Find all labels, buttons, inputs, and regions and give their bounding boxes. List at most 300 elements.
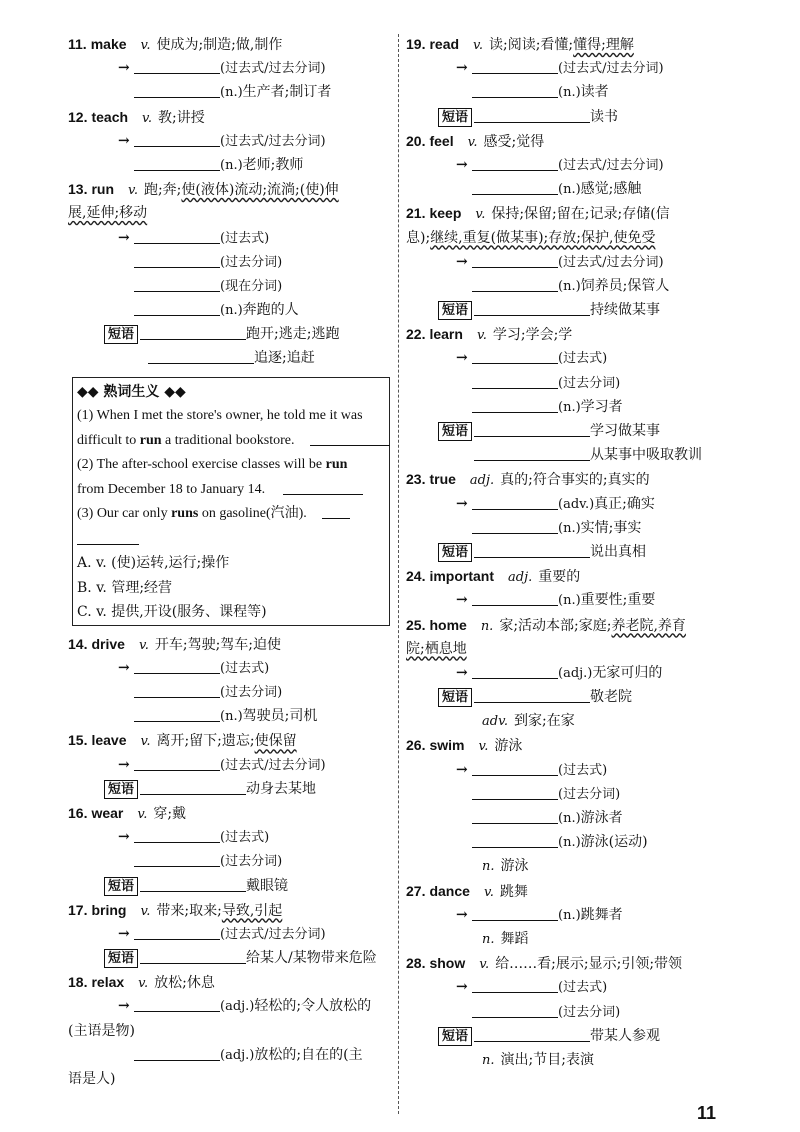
form-hint: (adj.) bbox=[558, 665, 593, 681]
headword: drive bbox=[91, 635, 125, 652]
entry-number: 20. bbox=[406, 132, 426, 149]
definition: 读;阅读;看懂; bbox=[488, 37, 574, 53]
form-hint: (过去分词) bbox=[558, 375, 621, 391]
definition-continued bbox=[406, 226, 736, 250]
phrase-row bbox=[406, 298, 736, 322]
entry-run bbox=[68, 177, 390, 201]
sentence-1-cont bbox=[77, 429, 385, 454]
definition-continued bbox=[68, 201, 390, 225]
definition: 穿;戴 bbox=[153, 805, 187, 822]
blank-row bbox=[406, 250, 736, 274]
blank-row bbox=[68, 1043, 390, 1067]
blank-row bbox=[68, 849, 390, 873]
headword: show bbox=[429, 955, 466, 972]
definition-note: (主语是物) bbox=[68, 1022, 135, 1039]
form-hint: (过去式/过去分词) bbox=[220, 757, 326, 773]
blank-row bbox=[406, 492, 736, 516]
definition: 感觉;感触 bbox=[580, 181, 642, 198]
entry-true bbox=[406, 467, 736, 491]
sentence-1: (1) When I met the store's owner, he told me it was bbox=[77, 408, 363, 424]
sentence-2 bbox=[77, 453, 385, 478]
answer-blank[interactable] bbox=[472, 276, 558, 292]
answer-blank[interactable] bbox=[134, 658, 220, 674]
headword: read bbox=[429, 36, 460, 52]
blank-row bbox=[406, 516, 736, 540]
headword: swim bbox=[429, 737, 465, 754]
part-of-speech: v. bbox=[475, 207, 486, 223]
phrase-row bbox=[68, 322, 390, 346]
option-a: A. v. (使)运转,运行;操作 bbox=[77, 555, 230, 572]
headword: bring bbox=[91, 901, 127, 918]
arrow-icon: → bbox=[456, 592, 468, 609]
phrase-tag: 短语 bbox=[438, 543, 472, 562]
form-hint: (过去分词) bbox=[220, 254, 283, 270]
blank-row bbox=[68, 250, 390, 274]
form-hint: (n.) bbox=[558, 399, 581, 415]
answer-blank[interactable] bbox=[472, 397, 558, 413]
phrase-row bbox=[406, 443, 736, 467]
definition: 学习者 bbox=[580, 398, 623, 415]
phrase-meaning: 学习做某事 bbox=[590, 423, 661, 439]
part-of-speech: v. bbox=[479, 957, 490, 973]
arrow-icon: → bbox=[456, 60, 468, 77]
definition: 开车;驾驶;驾车;迫使 bbox=[154, 636, 282, 653]
sentence-text: (3) Our car only bbox=[77, 506, 172, 522]
answer-blank[interactable] bbox=[148, 348, 254, 364]
answer-blank[interactable] bbox=[472, 494, 558, 510]
answer-blank[interactable] bbox=[472, 518, 558, 534]
answer-blank[interactable] bbox=[134, 300, 220, 316]
definition-continued bbox=[406, 637, 736, 661]
definition: 给……看;展示;显示;引领;带领 bbox=[495, 956, 683, 973]
sentence-text: on gasoline(汽油). bbox=[198, 506, 307, 522]
answer-blank[interactable] bbox=[140, 876, 246, 892]
answer-blank[interactable] bbox=[474, 1026, 590, 1042]
form-hint: (过去式/过去分词) bbox=[558, 254, 664, 270]
definition: 息); bbox=[406, 229, 431, 246]
part-of-speech: v. bbox=[483, 884, 494, 900]
phrase-meaning: 敬老院 bbox=[590, 689, 633, 706]
part-of-speech: v. bbox=[137, 806, 148, 822]
phrase-row bbox=[406, 685, 736, 709]
answer-blank[interactable] bbox=[134, 706, 220, 722]
answer-blank[interactable] bbox=[134, 58, 220, 74]
entry-make bbox=[68, 32, 390, 56]
entry-number: 14. bbox=[68, 635, 88, 652]
right-column bbox=[406, 32, 736, 1072]
blank-row bbox=[68, 56, 390, 80]
definition: 读者 bbox=[580, 84, 609, 101]
arrow-icon: → bbox=[118, 925, 130, 942]
phrase-meaning: 给某人/某物带来危险 bbox=[246, 950, 377, 967]
headword: home bbox=[429, 616, 467, 633]
arrow-icon: → bbox=[118, 829, 130, 846]
entry-read bbox=[406, 32, 736, 56]
definition: 重要的 bbox=[538, 569, 581, 586]
headword: leave bbox=[91, 732, 127, 749]
answer-blank[interactable] bbox=[472, 905, 558, 921]
answer-blank[interactable] bbox=[77, 529, 139, 545]
part-of-speech: v. bbox=[140, 734, 151, 750]
part-of-speech: v. bbox=[142, 110, 152, 126]
definition: 真的;符合事实的;真实的 bbox=[500, 472, 650, 489]
form-hint: (n.) bbox=[558, 278, 581, 294]
answer-blank[interactable] bbox=[474, 107, 590, 123]
entry-number: 13. bbox=[68, 181, 88, 198]
answer-blank[interactable] bbox=[472, 252, 558, 268]
form-hint: (n.) bbox=[220, 709, 243, 725]
form-hint: (过去分词) bbox=[220, 685, 283, 700]
entry-number: 22. bbox=[406, 326, 426, 343]
phrase-row bbox=[68, 874, 390, 898]
definition-underlined: 使保留 bbox=[254, 733, 297, 750]
phrase-meaning: 追逐;追赶 bbox=[254, 350, 315, 367]
part-of-speech: v. bbox=[476, 328, 487, 344]
phrase-row bbox=[68, 346, 390, 370]
arrow-icon: → bbox=[118, 132, 130, 149]
definition: 游泳者 bbox=[580, 810, 623, 826]
answer-blank[interactable] bbox=[474, 445, 590, 461]
phrase-row bbox=[406, 105, 736, 129]
phrase-tag: 短语 bbox=[438, 688, 472, 707]
definition: 到家;在家 bbox=[514, 713, 575, 730]
answer-blank[interactable] bbox=[472, 373, 558, 389]
answer-blank[interactable] bbox=[134, 924, 220, 940]
form-hint: (n.) bbox=[220, 157, 243, 173]
answer-blank[interactable] bbox=[472, 82, 558, 98]
definition: 老师;教师 bbox=[242, 156, 304, 173]
answer-blank[interactable] bbox=[134, 131, 220, 147]
answer-blank[interactable] bbox=[134, 155, 220, 171]
answer-blank[interactable] bbox=[134, 755, 220, 771]
answer-blank[interactable] bbox=[322, 503, 350, 519]
blank-row bbox=[406, 371, 736, 395]
blank-row bbox=[406, 903, 736, 927]
blank-row bbox=[406, 661, 736, 685]
phrase-row bbox=[68, 777, 390, 801]
answer-blank[interactable] bbox=[472, 155, 558, 171]
blank-row bbox=[406, 153, 736, 177]
answer-blank[interactable] bbox=[472, 1002, 558, 1018]
entry-number: 21. bbox=[406, 205, 426, 222]
blank-row bbox=[406, 56, 736, 80]
definition: 跳舞者 bbox=[580, 906, 623, 923]
arrow-icon: → bbox=[118, 998, 130, 1015]
blank-row bbox=[68, 80, 390, 104]
arrow-icon: → bbox=[456, 495, 468, 512]
blank-row bbox=[406, 758, 736, 782]
blank-row bbox=[68, 226, 390, 250]
option-b: B. v. 管理;经营 bbox=[77, 579, 173, 596]
blank-row bbox=[68, 922, 390, 946]
form-hint: (过去分词) bbox=[558, 1004, 621, 1020]
answer-blank[interactable] bbox=[472, 760, 558, 776]
arrow-icon: → bbox=[456, 906, 468, 923]
answer-blank[interactable] bbox=[140, 779, 246, 795]
form-hint: (n.) bbox=[558, 811, 581, 826]
sentence-text: a traditional bookstore. bbox=[161, 432, 295, 448]
definition-underlined: 院;栖息地 bbox=[406, 640, 467, 657]
form-hint: (n.) bbox=[558, 85, 581, 101]
entry-number: 12. bbox=[68, 108, 88, 125]
form-hint: (n.) bbox=[558, 182, 581, 198]
answer-blank[interactable] bbox=[134, 228, 220, 244]
form-hint: (n.) bbox=[558, 593, 581, 609]
entry-number: 15. bbox=[68, 732, 88, 749]
definition-underlined: 导致,引起 bbox=[221, 902, 283, 919]
entry-feel bbox=[406, 129, 736, 153]
answer-blank[interactable] bbox=[134, 252, 220, 268]
form-hint: (过去式/过去分词) bbox=[220, 926, 326, 942]
headword: teach bbox=[91, 108, 129, 125]
answer-blank[interactable] bbox=[474, 421, 590, 437]
blank-row bbox=[68, 994, 390, 1018]
blank-row bbox=[68, 656, 390, 680]
phrase-meaning: 戴眼镜 bbox=[246, 877, 289, 894]
answer-blank[interactable] bbox=[472, 58, 558, 74]
form-hint: (过去式) bbox=[558, 980, 608, 996]
arrow-icon: → bbox=[456, 253, 468, 270]
blank-row bbox=[406, 346, 736, 370]
arrow-icon: → bbox=[118, 659, 130, 676]
definition: 真正;确实 bbox=[594, 495, 655, 512]
definition: 无家可归的 bbox=[592, 664, 663, 681]
answer-blank[interactable] bbox=[474, 300, 590, 316]
form-hint: (n.) bbox=[558, 835, 581, 851]
blank-row bbox=[68, 153, 390, 177]
keyword: run bbox=[139, 432, 162, 448]
definition: 舞蹈 bbox=[500, 930, 529, 947]
phrase-meaning: 读书 bbox=[590, 108, 619, 125]
phrase-meaning: 动身去某地 bbox=[246, 780, 317, 797]
entry-home bbox=[406, 613, 736, 637]
entry-number: 26. bbox=[406, 737, 426, 754]
definition: 跑;奔; bbox=[143, 182, 182, 199]
arrow-icon: → bbox=[118, 60, 130, 77]
headword: learn bbox=[429, 326, 463, 343]
entry-learn bbox=[406, 322, 736, 346]
phrase-meaning: 持续做某事 bbox=[590, 302, 661, 319]
blank-row bbox=[406, 1000, 736, 1024]
form-hint: (n.) bbox=[220, 85, 243, 101]
headword: feel bbox=[429, 132, 454, 149]
entry-drive bbox=[68, 632, 390, 656]
definition-underlined: 继续,重复(做某事);存放;保护,使免受 bbox=[430, 229, 656, 246]
blank-row bbox=[68, 298, 390, 322]
left-column bbox=[68, 32, 390, 1091]
entry-wear bbox=[68, 801, 390, 825]
answer-blank[interactable] bbox=[472, 832, 558, 848]
definition-underlined: 使(液体)流动;流淌;(使)伸 bbox=[181, 182, 339, 199]
answer-blank[interactable] bbox=[134, 827, 220, 843]
blank-row bbox=[406, 588, 736, 612]
definition-underlined: 懂得;理解 bbox=[573, 37, 634, 53]
entry-number: 11. bbox=[68, 36, 87, 52]
arrow-icon: → bbox=[456, 350, 468, 367]
blank-row bbox=[406, 806, 736, 830]
definition: 生产者;制订者 bbox=[242, 84, 332, 101]
phrase-meaning: 跑开;逃走;逃跑 bbox=[246, 326, 340, 343]
answer-blank[interactable] bbox=[474, 542, 590, 558]
phrase-tag: 短语 bbox=[104, 949, 138, 968]
arrow-icon: → bbox=[456, 979, 468, 996]
answer-blank[interactable] bbox=[134, 82, 220, 98]
extra-sense bbox=[406, 854, 736, 878]
answer-blank[interactable] bbox=[472, 784, 558, 800]
answer-blank[interactable] bbox=[283, 479, 363, 495]
blank-row bbox=[406, 782, 736, 806]
blank-row bbox=[68, 129, 390, 153]
form-hint: (过去式) bbox=[220, 230, 270, 246]
sentence-3-blank bbox=[77, 527, 385, 552]
part-of-speech: v. bbox=[138, 637, 149, 653]
answer-blank[interactable] bbox=[140, 324, 246, 340]
blank-row bbox=[68, 825, 390, 849]
headword: wear bbox=[91, 804, 124, 821]
phrase-tag: 短语 bbox=[104, 780, 138, 799]
form-hint: (n.) bbox=[558, 520, 581, 536]
answer-blank[interactable] bbox=[134, 851, 220, 867]
answer-blank[interactable] bbox=[134, 1045, 220, 1061]
form-hint: (过去分词) bbox=[558, 786, 621, 802]
part-of-speech: n. bbox=[482, 1052, 495, 1068]
definition: 游泳 bbox=[494, 738, 523, 755]
headword: relax bbox=[91, 974, 125, 991]
phrase-row bbox=[406, 419, 736, 443]
definition: 学习;学会;学 bbox=[492, 327, 573, 344]
form-hint: (过去式) bbox=[220, 830, 270, 846]
part-of-speech: adj. bbox=[508, 570, 533, 586]
arrow-icon: → bbox=[456, 156, 468, 173]
definition: 饲养员;保管人 bbox=[580, 277, 670, 294]
part-of-speech: v. bbox=[467, 134, 478, 150]
headword: important bbox=[429, 568, 495, 585]
entry-number: 28. bbox=[406, 955, 426, 972]
answer-blank[interactable] bbox=[472, 977, 558, 993]
arrow-icon: → bbox=[456, 761, 468, 778]
definition: 放松的;自在的(主 bbox=[254, 1046, 363, 1063]
part-of-speech: adj. bbox=[469, 473, 495, 489]
sentence-2-cont bbox=[77, 478, 385, 503]
keyword: run bbox=[325, 457, 348, 473]
form-hint: (adv.) bbox=[558, 496, 595, 512]
form-hint: (adj.) bbox=[220, 1047, 255, 1063]
phrase-row bbox=[68, 946, 390, 970]
blank-row bbox=[406, 274, 736, 298]
answer-blank[interactable] bbox=[472, 590, 558, 606]
definition: 教;讲授 bbox=[157, 109, 205, 126]
phrase-row bbox=[406, 540, 736, 564]
form-hint: (过去式) bbox=[558, 351, 608, 367]
form-hint: (过去式) bbox=[558, 762, 608, 778]
definition: 轻松的;令人放松的 bbox=[254, 998, 372, 1015]
definition: 离开;留下;遗忘; bbox=[156, 733, 255, 750]
form-hint: (过去式/过去分词) bbox=[558, 61, 664, 77]
entry-number: 16. bbox=[68, 804, 88, 821]
definition: 跳舞 bbox=[499, 883, 528, 900]
entry-number: 18. bbox=[68, 974, 88, 991]
part-of-speech: n. bbox=[482, 859, 495, 875]
phrase-tag: 短语 bbox=[438, 422, 472, 441]
definition: 游泳 bbox=[500, 858, 529, 875]
phrase-meaning: 从某事中吸取教训 bbox=[590, 447, 702, 464]
part-of-speech: v. bbox=[140, 903, 151, 919]
definition: 保持;保留;留在;记录;存储(信 bbox=[491, 206, 670, 223]
part-of-speech: n. bbox=[480, 618, 494, 634]
part-of-speech: v. bbox=[140, 38, 151, 53]
entry-important bbox=[406, 564, 736, 588]
phrase-tag: 短语 bbox=[438, 301, 472, 320]
entry-teach bbox=[68, 105, 390, 129]
answer-blank[interactable] bbox=[472, 808, 558, 824]
answer-blank[interactable] bbox=[474, 687, 590, 703]
answer-blank[interactable] bbox=[134, 276, 220, 292]
definition-underlined: 养老院,养育 bbox=[611, 617, 686, 634]
answer-blank[interactable] bbox=[472, 663, 558, 679]
definition: 驾驶员;司机 bbox=[242, 708, 318, 725]
entry-leave bbox=[68, 728, 390, 752]
definition-underlined: 展,延伸;移动 bbox=[68, 205, 148, 222]
entry-bring bbox=[68, 898, 390, 922]
sentence-text: (2) The after-school exercise classes will be bbox=[77, 457, 326, 473]
answer-blank[interactable] bbox=[134, 996, 220, 1012]
entry-number: 24. bbox=[406, 568, 426, 585]
phrase-tag: 短语 bbox=[438, 108, 472, 127]
answer-blank[interactable] bbox=[310, 430, 390, 446]
phrase-tag: 短语 bbox=[438, 1027, 472, 1046]
entry-number: 19. bbox=[406, 36, 426, 52]
blank-row bbox=[68, 704, 390, 728]
blank-row bbox=[68, 680, 390, 704]
blank-row bbox=[68, 274, 390, 298]
headword: run bbox=[91, 181, 115, 198]
arrow-icon: → bbox=[456, 664, 468, 681]
blank-row bbox=[406, 177, 736, 201]
headword: keep bbox=[429, 205, 462, 222]
form-hint: (adj.) bbox=[220, 999, 255, 1015]
entry-keep bbox=[406, 201, 736, 225]
blank-row bbox=[406, 395, 736, 419]
phrase-row bbox=[406, 1024, 736, 1048]
definition: 放松;休息 bbox=[154, 975, 215, 992]
extra-sense bbox=[406, 709, 736, 733]
extra-sense bbox=[406, 1048, 736, 1072]
definition: 奔跑的人 bbox=[242, 302, 299, 319]
form-hint: (过去式/过去分词) bbox=[558, 157, 664, 173]
answer-blank[interactable] bbox=[472, 179, 558, 195]
sentence-text: from December 18 to January 14. bbox=[77, 481, 266, 497]
blank-row bbox=[406, 80, 736, 104]
answer-blank[interactable] bbox=[140, 948, 246, 964]
form-hint: (过去分词) bbox=[220, 854, 283, 870]
answer-blank[interactable] bbox=[472, 348, 558, 364]
part-of-speech: adv. bbox=[482, 714, 509, 730]
phrase-meaning: 带某人参观 bbox=[590, 1027, 661, 1044]
keyword: runs bbox=[171, 506, 199, 522]
entry-show bbox=[406, 951, 736, 975]
phrase-meaning: 说出真相 bbox=[590, 543, 647, 560]
definition: 实情;事实 bbox=[580, 519, 642, 536]
form-hint: (n.) bbox=[220, 303, 243, 319]
entry-number: 27. bbox=[406, 882, 426, 899]
answer-blank[interactable] bbox=[134, 682, 220, 698]
blank-row bbox=[406, 830, 736, 854]
entry-number: 25. bbox=[406, 616, 426, 633]
headword: make bbox=[90, 36, 127, 52]
page-number: 11 bbox=[696, 1103, 716, 1123]
definition: 游泳(运动) bbox=[580, 834, 648, 851]
definition: 带来;取来; bbox=[156, 902, 222, 919]
